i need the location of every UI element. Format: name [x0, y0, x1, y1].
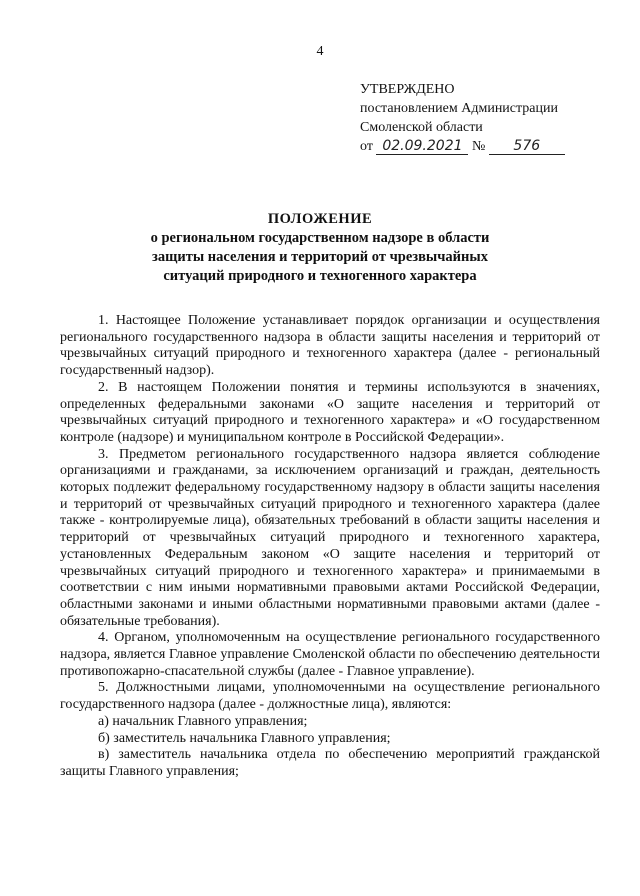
approval-heading: УТВЕРЖДЕНО [360, 82, 455, 97]
paragraph-5: 5. Должностными лицами, уполномоченными на осуществление регионального государственного надзора (далее - должностные лица), являются: [60, 680, 600, 713]
paragraph-4: 4. Органом, уполномоченным на осуществление регионального государственного надзора, является Главное управление Смоленской области по обеспечению деятельности противопожарно-спасательной службы (далее - Главное управление). [60, 630, 600, 679]
list-item-b: б) заместитель начальника Главного управления; [98, 730, 391, 746]
from-label: от [360, 139, 373, 154]
list-item-c: в) заместитель начальника отдела по обеспечению мероприятий гражданской защиты Главного управления; [60, 747, 600, 779]
handwritten-date: 02.09.2021 [376, 139, 468, 155]
document-title [0, 210, 640, 286]
list-item-a: а) начальник Главного управления; [98, 713, 308, 729]
page-number: 4 [316, 44, 324, 59]
number-label: № [471, 139, 486, 154]
approval-line-3: Смоленской области [360, 120, 483, 135]
paragraph-1: 1. Настоящее Положение устанавливает порядок организации и осуществления регионального государственного надзора в области защиты населения и территорий от чрезвычайных ситуаций природного и техногенного характера (далее - региональный государственный надзор). [60, 313, 600, 379]
paragraph-2: 2. В настоящем Положении понятия и термины используются в значениях, определенных федеральными законами «О защите населения и территорий от чрезвычайных ситуаций природного и техногенного характера» и «О государственном контроле (надзоре) и муниципальном контроле в Российской Федерации». [60, 379, 600, 445]
title-sub-1: о региональном государственном надзоре в области [150, 230, 490, 246]
approval-date-line [360, 137, 620, 156]
handwritten-number: 576 [489, 139, 565, 155]
title-sub-3: ситуаций природного и техногенного характера [163, 268, 477, 284]
title-main: ПОЛОЖЕНИЕ [267, 211, 373, 227]
paragraph-3: 3. Предметом регионального государственного надзора является соблюдение организациями и гражданами, за исключением организаций и граждан, деятельность которых подлежит федеральному государственному надзору в области защиты населения и территорий от чрезвычайных ситуаций природного и техногенного характера (далее также - контролируемые лица), обязательных требований в области защиты населения и территорий от чрезвычайных ситуаций природного и техногенного характера, установленных Федеральным законом «О защите населения и территорий от чрезвычайных ситуаций природного и техногенного характера» и принимаемыми в соответствии с ним иными нормативными правовыми актами Российской Федерации, областными законами и иными областными нормативными правовыми актами (далее - обязательные требования). [60, 446, 600, 629]
approval-line-2: постановлением Администрации [360, 101, 558, 116]
title-sub-2: защиты населения и территорий от чрезвычайных [152, 249, 488, 265]
approval-stamp [360, 80, 620, 156]
document-body [60, 313, 600, 781]
